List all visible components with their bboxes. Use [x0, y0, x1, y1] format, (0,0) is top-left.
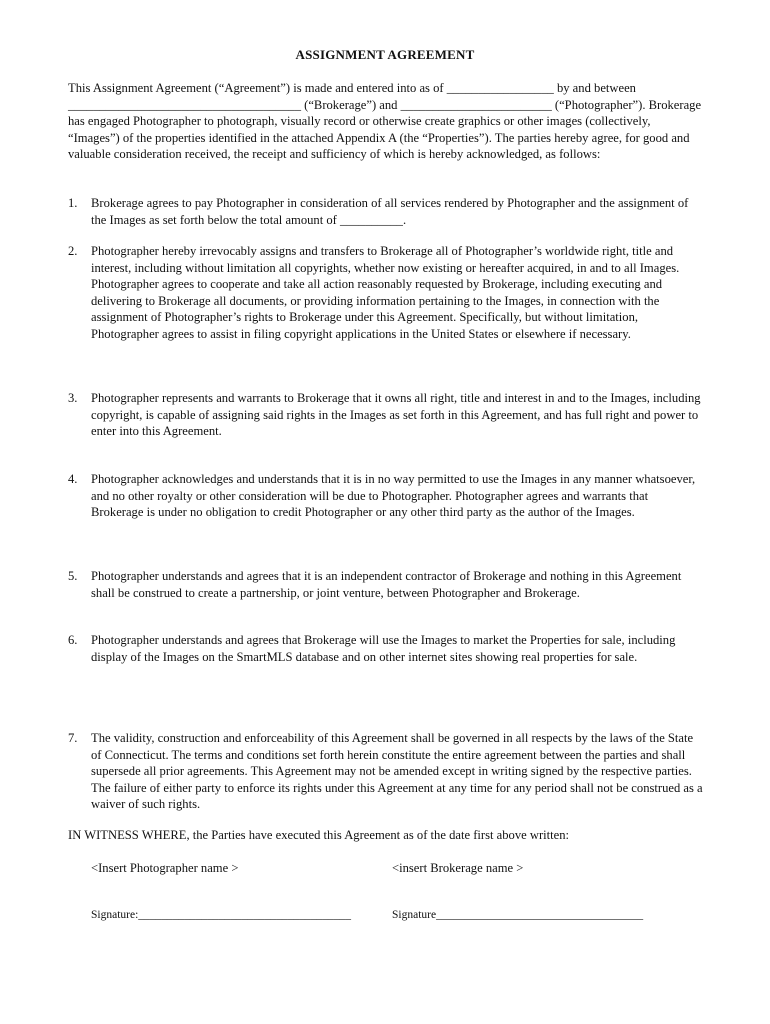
clause-text: Photographer represents and warrants to Brokerage that it owns all right, title and interest in and to the Images, including copyright, is capable of assigning said rights in the Images as set forth in this Agreement, and has full right and power to enter into this Agreement.: [91, 391, 701, 439]
clause-number: 7.: [68, 731, 78, 745]
clause-text: The validity, construction and enforceability of this Agreement shall be governed in all respects by the laws of the State of Connecticut. The terms and conditions set forth herein constitute the entire agreement between the parties and shall supersede all prior agreements. This Agreement may not be amended except in writing signed by the respective parties. The failure of either party to enforce its rights under this Agreement at any time for any period shall not be construed as a waiver of such rights.: [91, 731, 703, 812]
clause-6: [68, 632, 703, 665]
brokerage-signature-line[interactable]: Signature____________________________________: [392, 909, 644, 921]
clause-text: Photographer understands and agrees that it is an independent contractor of Brokerage and nothing in this Agreement shall be construed to create a partnership, or joint venture, between Photographer and Brokerage.: [91, 569, 682, 600]
document-title: ASSIGNMENT AGREEMENT: [295, 47, 475, 62]
clause-1: [68, 195, 703, 228]
intro-paragraph: This Assignment Agreement (“Agreement”) is made and entered into as of _________________ by and between _____________________________________ (“Brokerage”) and ________________________ (“Photographer”). Brokerage has engaged Photographer to photograph, visually record or otherwise create graphics or other images (collectively, “Images”) of the properties identified in the attached Appendix A (the “Properties”). The parties hereby agree, for good and valuable consideration received, the receipt and sufficiency of which is hereby acknowledged, as follows:: [68, 81, 702, 162]
clause-2: [68, 243, 703, 343]
clause-4: [68, 471, 703, 521]
clause-text: Photographer acknowledges and understands that it is in no way permitted to use the Images in any manner whatsoever, and no other royalty or other consideration will be due to Photographer. Photographer agrees and warrants that Brokerage is under no obligation to credit Photographer or any other third party as the author of the Images.: [91, 472, 696, 520]
photographer-name-placeholder[interactable]: <Insert Photographer name >: [91, 861, 239, 875]
clause-number: 3.: [68, 391, 78, 405]
clause-text: Photographer hereby irrevocably assigns and transfers to Brokerage all of Photographer’s worldwide right, title and interest, including without limitation all copyrights, whether now existing or hereafter acquired, in and to all Images. Photographer agrees to cooperate and take all action reasonably requested by Brokerage, including executing and delivering to Brokerage all documents, or providing information pertaining to the Images, in connection with the assignment of Photographer’s rights to Brokerage under this Agreement. Specifically, but without limitation, Photographer agrees to assist in filing copyright applications in the United States or elsewhere if necessary.: [91, 244, 680, 341]
brokerage-name-placeholder[interactable]: <insert Brokerage name >: [392, 861, 524, 875]
clause-3: [68, 390, 703, 440]
photographer-signature-line[interactable]: Signature:_____________________________________: [91, 909, 352, 921]
witness-statement: IN WITNESS WHERE, the Parties have executed this Agreement as of the date first above written:: [68, 828, 570, 842]
clause-number: 4.: [68, 472, 78, 486]
clause-number: 1.: [68, 196, 78, 210]
clause-number: 2.: [68, 244, 78, 258]
clause-number: 5.: [68, 569, 78, 583]
clause-text: Brokerage agrees to pay Photographer in consideration of all services rendered by Photographer and the assignment of the Images as set forth below the total amount of __________.: [91, 196, 689, 227]
clause-text: Photographer understands and agrees that Brokerage will use the Images to market the Properties for sale, including display of the Images on the SmartMLS database and on other internet sites showing real properties for sale.: [91, 633, 676, 664]
clause-number: 6.: [68, 633, 78, 647]
clause-7: [68, 730, 703, 813]
clause-5: [68, 568, 703, 601]
